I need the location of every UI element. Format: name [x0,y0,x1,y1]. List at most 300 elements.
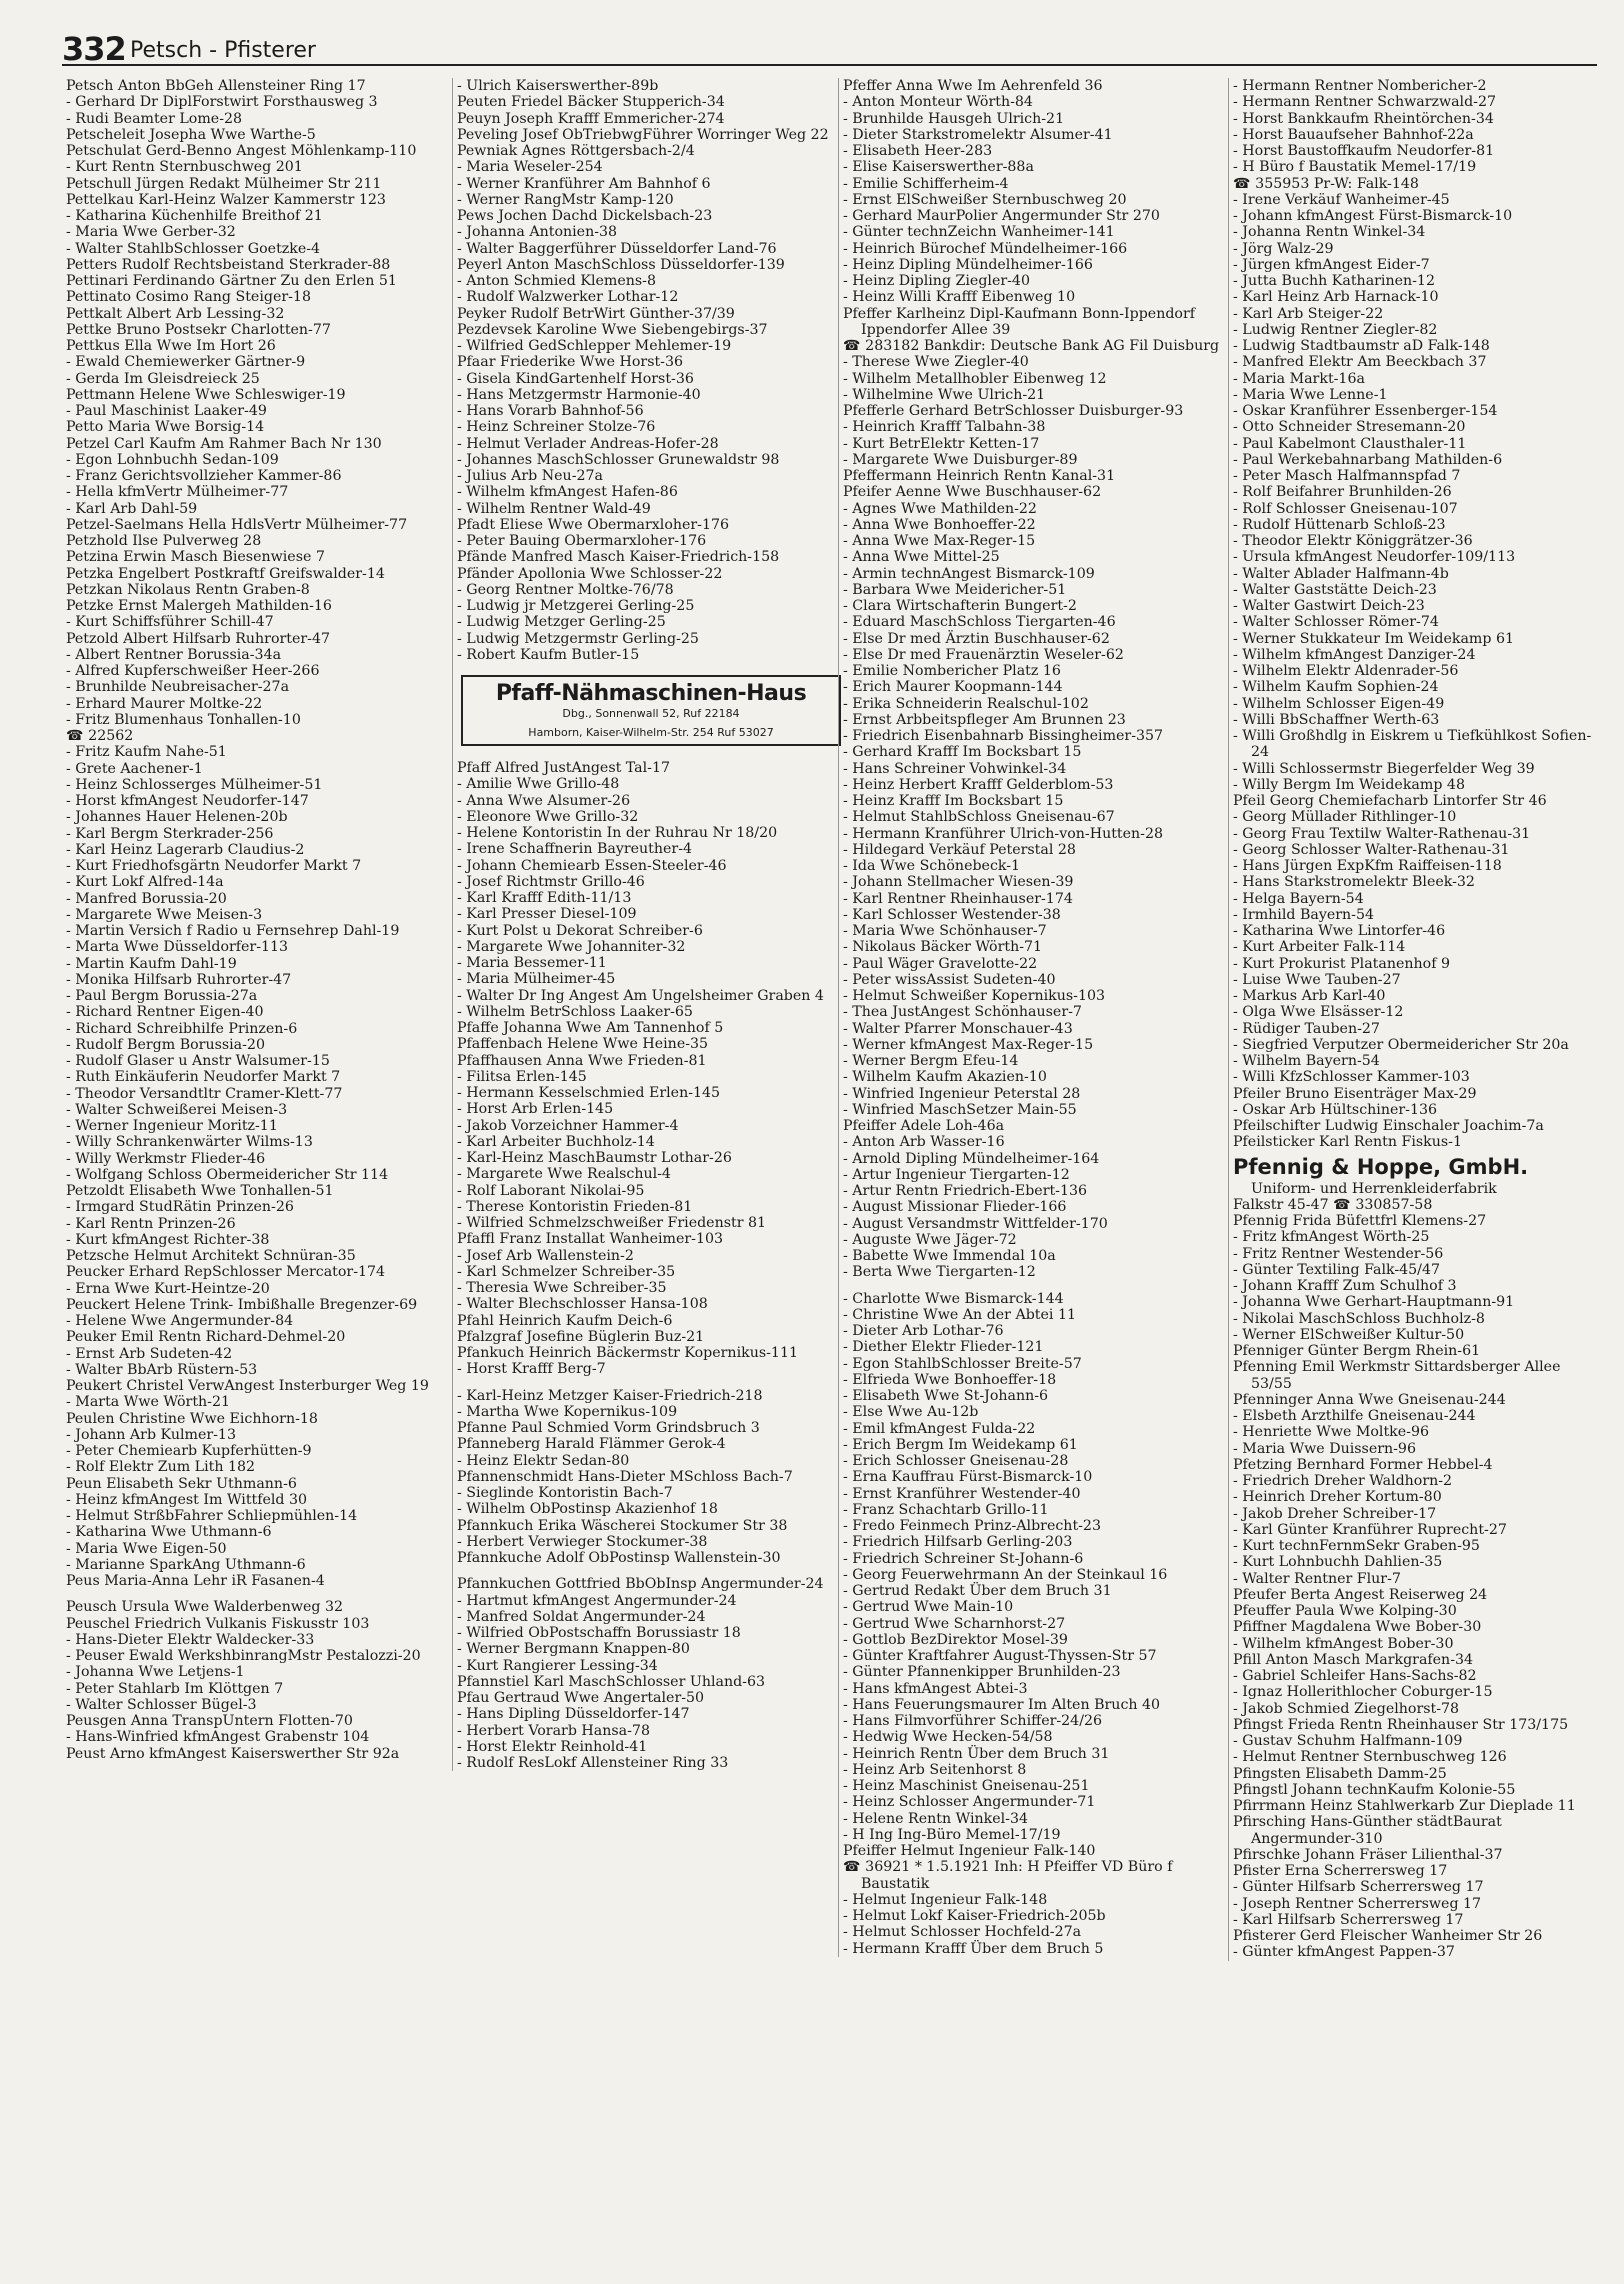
directory-entry: - Ida Wwe Schönebeck-1 [843,858,1021,874]
directory-entry: - Else Dr med Frauenärztin Weseler-62 [843,646,1124,663]
directory-entry: Petzel-Saelmans Hella HdlsVertr Mülheimer-77 [66,516,408,533]
directory-entry: - Jakob Schmied Ziegelhorst-78 [1233,1700,1460,1717]
directory-entry: Petto Maria Wwe Borsig-14 [66,419,265,436]
directory-entry: - Elisabeth Heer-283 [843,143,993,159]
directory-entry: Peuker Emil Rentn Richard-Dehmel-20 [66,1329,346,1346]
directory-entry: - Wilhelm Kaufm Akazien-10 [843,1069,1047,1086]
directory-entry: Pfannstiel Karl MaschSchlosser Uhland-63 [457,1673,766,1690]
directory-entry: - Karl Rentn Prinzen-26 [66,1215,236,1232]
directory-entry: - Helmut Rentner Sternbuschweg 126 [1233,1749,1507,1766]
directory-entry: - Rudi Beamter Lome-28 [66,110,243,127]
directory-entry: - Josef Arb Wallenstein-2 [457,1247,634,1264]
directory-entry: - Erhard Maurer Moltke-22 [66,695,263,712]
directory-entry: - Wilhelm Bayern-54 [1233,1053,1380,1069]
directory-entry: - Heinz Maschinist Gneisenau-251 [843,1778,1090,1794]
directory-entry: - Hermann Rentner Nombericher-2 [1233,78,1487,94]
directory-entry: - Walter Gaststätte Deich-23 [1233,581,1437,598]
directory-entry: - Johann Krafff Zum Schulhof 3 [1233,1278,1457,1294]
directory-entry: - Hermann Kesselschmied Erlen-145 [457,1085,721,1101]
directory-entry: - Helmut Verlader Andreas-Hofer-28 [457,435,719,452]
directory-entry: - Fritz Blumenhaus Tonhallen-10 [66,711,301,728]
directory-entry: - Henriette Wwe Moltke-96 [1233,1424,1430,1441]
directory-entry: - Hans Vorarb Bahnhof-56 [457,403,644,419]
directory-entry: - Wilfried ObPostschaffn Borussiastr 18 [457,1625,741,1641]
directory-entry: - Sieglinde Kontoristin Bach-7 [457,1485,673,1501]
directory-entry: Pfisterer Gerd Fleischer Wanheimer Str 26 [1233,1928,1543,1944]
directory-entry: - Walter Baggerführer Düsseldorfer Land-76 [457,240,777,257]
directory-entry: - Alfred Kupferschweißer Heer-266 [66,663,320,679]
directory-entry: Pfaar Friederike Wwe Horst-36 [457,354,684,371]
directory-entry: Pfau Gertraud Wwe Angertaler-50 [457,1690,705,1706]
directory-entry: - Armin technAngest Bismarck-109 [843,565,1095,582]
directory-entry: - Theresia Wwe Schreiber-35 [457,1280,667,1296]
directory-entry: - Werner Stukkateur Im Weidekamp 61 [1233,630,1515,647]
directory-entry: - Monika Hilfsarb Ruhrorter-47 [66,971,292,988]
directory-entry: - Herbert Verwieger Stockumer-38 [457,1533,708,1550]
directory-entry: - Filitsa Erlen-145 [457,1068,587,1085]
directory-entry: - Rolf Beifahrer Brunhilden-26 [1233,484,1452,501]
directory-column-2 [452,78,847,1771]
directory-entry: - Christine Wwe An der Abtei 11 [843,1306,1076,1323]
directory-entry: - Jörg Walz-29 [1233,240,1334,257]
directory-entry: Petzkan Nikolaus Rentn Graben-8 [66,581,310,598]
directory-entry: - Günter Kraftfahrer August-Thyssen-Str 57 [843,1648,1157,1664]
directory-entry: - Karl Rentner Rheinhauser-174 [843,890,1073,907]
directory-entry: - Heinz Schreiner Stolze-76 [457,419,656,436]
directory-entry: - Peter Stahlarb Im Klöttgen 7 [66,1680,284,1697]
directory-entry: - Karl Günter Kranführer Ruprecht-27 [1233,1521,1507,1538]
directory-entry: ☎ 355953 Pr-W: Falk-148 [1233,175,1419,192]
directory-entry: - Paul Maschinist Laaker-49 [66,403,267,419]
directory-entry: - Winfried Ingenieur Peterstal 28 [843,1085,1081,1102]
directory-entry: Pfeffer Anna Wwe Im Aehrenfeld 36 [843,78,1103,94]
directory-entry: - Margarete Wwe Johanniter-32 [457,938,686,955]
directory-entry: Peuyn Joseph Krafff Emmericher-274 [457,110,725,127]
directory-entry: - Hans Starkstromelektr Bleek-32 [1233,874,1475,891]
directory-entry: - Walter Gastwirt Deich-23 [1233,598,1425,614]
directory-entry: - Albert Rentner Borussia-34a [66,646,282,663]
directory-entry: - Hans kfmAngest Abtei-3 [843,1680,1028,1697]
directory-entry: - Friedrich Schreiner St-Johann-6 [843,1550,1084,1567]
directory-entry: - Ignaz Hollerithlocher Coburger-15 [1233,1684,1493,1701]
directory-entry: - Heinrich Krafff Talbahn-38 [843,419,1046,436]
directory-entry: - Erika Schneiderin Realschul-102 [843,695,1089,712]
directory-entry: - Katharina Wwe Uthmann-6 [66,1524,272,1541]
directory-entry: - Heinz Schlosserges Mülheimer-51 [66,776,323,793]
directory-entry: - Egon StahlbSchlosser Breite-57 [843,1355,1082,1372]
directory-entry: - Werner Kranführer Am Bahnhof 6 [457,175,711,192]
directory-entry: Peust Arno kfmAngest Kaiserswerther Str 92a [66,1745,400,1762]
directory-entry: - Wilhelm kfmAngest Danziger-24 [1233,646,1476,663]
directory-entry: - Peter Masch Halfmannspfad 7 [1233,468,1461,484]
directory-entry: - Maria Markt-16a [1233,370,1365,387]
directory-entry: - Erich Maurer Koopmann-144 [843,679,1063,696]
ad-address-1: Dbg., Sonnenwall 52, Ruf 22184 [562,707,740,720]
directory-entry: - Erna Kauffrau Fürst-Bismarck-10 [843,1469,1093,1486]
directory-entry: - Therese Kontoristin Frieden-81 [457,1198,693,1215]
directory-entry: - Kurt BetrElektr Ketten-17 [843,435,1040,452]
directory-entry: - Karl-Heinz MaschBaumstr Lothar-26 [457,1150,732,1166]
directory-entry: - Karl Arb Steiger-22 [1233,305,1384,322]
column-4-entries-top [1233,78,1605,1151]
directory-entry: - Maria Wwe Gerber-32 [66,224,236,241]
directory-entry: Petzka Engelbert Postkraftf Greifswalder-14 [66,565,385,582]
directory-entry: - Siegfried Verputzer Obermeidericher Str 20a [1233,1036,1569,1053]
directory-entry: Pfennig Frida Büfettfrl Klemens-27 [1233,1213,1487,1229]
directory-entry: - Wilhelm kfmAngest Bober-30 [1233,1635,1454,1652]
directory-entry: - Horst Bankkaufm Rheintörchen-34 [1233,110,1494,127]
directory-entry: - Ewald Chemiewerker Gärtner-9 [66,354,306,371]
directory-entry: - Hella kfmVertr Mülheimer-77 [66,484,289,501]
directory-entry: - Manfred Soldat Angermunder-24 [457,1608,706,1625]
spacer [457,1378,847,1388]
directory-entry: Peuschel Friedrich Vulkanis Fiskusstr 103 [66,1615,370,1632]
directory-entry: - Hans Feuerungsmaurer Im Alten Bruch 40 [843,1696,1161,1713]
directory-entry: - Ernst Kranführer Westender-40 [843,1485,1081,1502]
directory-entry: - Gerda Im Gleisdreieck 25 [66,370,260,387]
directory-entry: - Margarete Wwe Meisen-3 [66,906,263,923]
directory-entry: Petzel Carl Kaufm Am Rahmer Bach Nr 130 [66,435,382,452]
directory-entry: - Wilhelm kfmAngest Hafen-86 [457,484,678,501]
directory-entry: - Heinz Krafff Im Bocksbart 15 [843,793,1064,809]
directory-entry: Peyker Rudolf BetrWirt Günther-37/39 [457,305,735,322]
directory-entry: - Jürgen kfmAngest Eider-7 [1233,256,1430,273]
page-number: 332 [62,30,126,68]
directory-entry: - Kurt Friedhofsgärtn Neudorfer Markt 7 [66,858,362,874]
directory-entry: Petzke Ernst Malergeh Mathilden-16 [66,598,332,614]
directory-entry: - Walter Pfarrer Monschauer-43 [843,1020,1073,1037]
directory-entry: - Werner Bergmann Knappen-80 [457,1641,690,1658]
directory-entry: - Günter Hilfsarb Scherrersweg 17 [1233,1879,1484,1896]
directory-entry: - Joseph Rentner Scherrersweg 17 [1233,1895,1482,1912]
directory-entry: - Hans-Winfried kfmAngest Grabenstr 104 [66,1729,370,1746]
directory-entry: - Walter Schweißerei Meisen-3 [66,1101,288,1118]
directory-entry: - Rudolf Hüttenarb Schloß-23 [1233,516,1446,533]
directory-column-1 [66,78,444,1762]
directory-entry: - Gertrud Wwe Main-10 [843,1599,1014,1616]
directory-entry: - Helmut StrßbFahrer Schliepmühlen-14 [66,1508,358,1524]
directory-entry: - Gabriel Schleifer Hans-Sachs-82 [1233,1668,1477,1684]
directory-entry: - Heinz Elektr Sedan-80 [457,1452,630,1469]
directory-entry: - Karl Presser Diesel-109 [457,906,637,923]
directory-entry: - Anna Wwe Bonhoeffer-22 [843,516,1036,533]
directory-entry: - Wilfried GedSchlepper Mehlemer-19 [457,338,732,354]
directory-entry: - Günter Textiling Falk-45/47 [1233,1261,1441,1278]
directory-entry: - Anton Arb Wasser-16 [843,1134,1005,1151]
directory-entry: Peun Elisabeth Sekr Uthmann-6 [66,1475,297,1492]
directory-entry: - Thea JustAngest Schönhauser-7 [843,1004,1082,1021]
directory-entry: - Kurt Rentn Sternbuschweg 201 [66,159,303,176]
directory-entry: - Eduard MaschSchloss Tiergarten-46 [843,614,1116,631]
directory-entry: - Johanna Rentn Winkel-34 [1233,224,1426,241]
directory-entry: - August Versandmstr Wittfelder-170 [843,1215,1108,1232]
directory-entry: - Robert Kaufm Butler-15 [457,646,640,663]
directory-entry: - Friedrich Dreher Waldhorn-2 [1233,1473,1453,1489]
directory-entry: - Willy Werkmstr Flieder-46 [66,1150,266,1167]
directory-entry: - Oskar Kranführer Essenberger-154 [1233,403,1498,419]
directory-entry: - Peter Bauing Obermarxloher-176 [457,533,707,549]
directory-entry: - Irene Verkäuf Wanheimer-45 [1233,191,1450,208]
directory-entry: - Walter Rentner Flur-7 [1233,1570,1401,1587]
directory-entry: - Emilie Schifferheim-4 [843,175,1009,192]
ad-address-2: Hamborn, Kaiser-Wilhelm-Str. 254 Ruf 53027 [528,726,774,739]
directory-entry: Pfände Manfred Masch Kaiser-Friedrich-158 [457,549,780,566]
directory-entry: - Eleonore Wwe Grillo-32 [457,808,639,825]
directory-entry: - Franz Schachtarb Grillo-11 [843,1501,1049,1518]
directory-entry: - Kurt Lokf Alfred-14a [66,874,224,891]
page-header [62,30,1597,66]
directory-entry: - Karl Heinz Arb Harnack-10 [1233,289,1439,306]
directory-entry: Peusch Ursula Wwe Walderbenweg 32 [66,1599,344,1616]
directory-entry: - Hartmut kfmAngest Angermunder-24 [457,1592,737,1609]
directory-entry: - Heinz Dipling Ziegler-40 [843,273,1030,289]
directory-entry: - Gustav Schuhm Halfmann-109 [1233,1733,1463,1749]
directory-entry: - Otto Schneider Stresemann-20 [1233,419,1466,436]
directory-entry: - Walter Dr Ing Angest Am Ungelsheimer Graben 4 [457,987,824,1004]
directory-entry: Petschull Jürgen Redakt Mülheimer Str 211 [66,175,382,192]
directory-entry: - Kurt Polst u Dekorat Schreiber-6 [457,922,703,939]
directory-entry: - Katharina Wwe Lintorfer-46 [1233,923,1446,939]
directory-entry: Pfeil Georg Chemiefacharb Lintorfer Str 46 [1233,793,1547,809]
directory-entry: - Gertrud Wwe Scharnhorst-27 [843,1615,1066,1632]
directory-entry: Pfingsten Elisabeth Damm-25 [1233,1765,1447,1782]
directory-entry: - Heinz Arb Seitenhorst 8 [843,1761,1027,1778]
directory-entry: - Johannes Hauer Helenen-20b [66,809,288,826]
directory-entry: - Wilhelm BetrSchloss Laaker-65 [457,1003,693,1020]
directory-entry: - Kurt Lohnbuchh Dahlien-35 [1233,1554,1443,1571]
directory-entry: Pfanneberg Harald Flämmer Gerok-4 [457,1436,726,1453]
directory-entry: Pfeuffer Paula Wwe Kolping-30 [1233,1603,1457,1619]
directory-entry: - Artur Ingenieur Tiergarten-12 [843,1166,1070,1183]
directory-entry: - Georg Frau Textilw Walter-Rathenau-31 [1233,825,1531,842]
directory-entry: - Ludwig Metzger Gerling-25 [457,614,666,631]
directory-entry: Pfaff Alfred JustAngest Tal-17 [457,760,671,776]
directory-entry: - Fredo Feinmech Prinz-Albrecht-23 [843,1518,1101,1534]
directory-entry: - Elsbeth Arzthilfe Gneisenau-244 [1233,1408,1476,1424]
directory-entry: Pfenninger Anna Wwe Gneisenau-244 [1233,1391,1506,1408]
directory-entry: Pfingst Frieda Rentn Rheinhauser Str 173/175 [1233,1716,1569,1733]
directory-entry: Pfalzgraf Josefine Büglerin Buz-21 [457,1328,705,1345]
directory-entry: Petters Rudolf Rechtsbeistand Sterkrader-88 [66,256,391,273]
spacer [843,1281,1229,1291]
directory-entry: - Maria Wwe Duissern-96 [1233,1440,1416,1457]
directory-entry: - Ludwig Metzgermstr Gerling-25 [457,630,699,647]
directory-entry: - Jakob Dreher Schreiber-17 [1233,1505,1437,1522]
directory-entry: - Johann Chemiearb Essen-Steeler-46 [457,857,727,874]
directory-entry: - Charlotte Wwe Bismarck-144 [843,1290,1064,1307]
directory-entry: - Wilhelm Kaufm Sophien-24 [1233,679,1439,696]
directory-entry: - Gerhard MaurPolier Angermunder Str 270 [843,208,1160,224]
directory-entry: - Georg Rentner Moltke-76/78 [457,581,674,598]
directory-entry: - Helmut Lokf Kaiser-Friedrich-205b [843,1908,1106,1924]
directory-entry: - Fritz kfmAngest Wörth-25 [1233,1229,1430,1246]
directory-entry: - Maria Mülheimer-45 [457,971,616,988]
directory-entry: - Hans Schreiner Vohwinkel-34 [843,760,1067,777]
directory-entry: - Walter BbArb Rüstern-53 [66,1361,258,1378]
directory-entry: Pfadt Eliese Wwe Obermarxloher-176 [457,516,730,533]
directory-entry: - H Büro f Baustatik Memel-17/19 [1233,159,1477,176]
spacer [457,1566,847,1576]
directory-entry: - Karl Schlosser Westender-38 [843,906,1061,923]
directory-entry: - Anton Monteur Wörth-84 [843,94,1033,111]
directory-entry: - Hedwig Wwe Hecken-54/58 [843,1729,1053,1746]
directory-entry: - Hans Filmvorführer Schiffer-24/26 [843,1713,1103,1729]
pfaff-advertisement [461,675,841,746]
directory-entry: - Wilhelm Elektr Aldenrader-56 [1233,663,1459,679]
directory-entry: - Amilie Wwe Grillo-48 [457,776,620,793]
directory-entry: Pfister Erna Scherrersweg 17 [1233,1863,1448,1879]
directory-entry: - Arnold Dipling Mündelheimer-164 [843,1150,1100,1167]
directory-entry: Pfaffl Franz Installat Wanheimer-103 [457,1231,724,1248]
directory-entry: - Willi Großhdlg in Eiskrem u Tiefkühlkost Sofien-24 [1233,728,1592,761]
directory-entry: - Paul Wäger Gravelotte-22 [843,955,1038,972]
directory-entry: - Elfrieda Wwe Bonhoeffer-18 [843,1371,1057,1388]
directory-entry: Pfannkuche Adolf ObPostinsp Wallenstein-30 [457,1550,781,1566]
directory-entry: - Franz Gerichtsvollzieher Kammer-86 [66,468,342,484]
directory-entry: - Johann kfmAngest Fürst-Bismarck-10 [1233,208,1513,224]
directory-entry: - Maria Bessemer-11 [457,955,607,971]
directory-entry: - Irmhild Bayern-54 [1233,906,1375,923]
directory-entry: Peucker Erhard RepSchlosser Mercator-174 [66,1264,386,1281]
directory-entry: - Gerhard Krafff Im Bocksbart 15 [843,744,1082,761]
directory-entry: - Johann Arb Kulmer-13 [66,1426,236,1443]
directory-entry: - Friedrich Hilfsarb Gerling-203 [843,1534,1073,1551]
directory-entry: - Ruth Einkäuferin Neudorfer Markt 7 [66,1069,341,1086]
directory-entry: - Olga Wwe Elsässer-12 [1233,1004,1404,1021]
directory-entry: - Peter wissAssist Sudeten-40 [843,971,1056,988]
directory-entry: - Horst Bauaufseher Bahnhof-22a [1233,126,1474,143]
directory-entry: - Walter Schlosser Bügel-3 [66,1696,257,1713]
directory-entry: - Rolf Elektr Zum Lith 182 [66,1459,256,1476]
directory-entry: - Wilhelm ObPostinsp Akazienhof 18 [457,1501,718,1518]
directory-entry: - Werner RangMstr Kamp-120 [457,191,674,208]
directory-entry: - Helene Kontoristin In der Ruhrau Nr 18/20 [457,825,778,841]
directory-entry: Pfaffenbach Helene Wwe Heine-35 [457,1036,709,1053]
directory-entry: - Wilfried Schmelzschweißer Friedenstr 81 [457,1215,767,1231]
directory-entry: Pfirsching Hans-Günther städtBaurat Angermunder-310 [1233,1814,1502,1847]
directory-entry: - Kurt Rangierer Lessing-34 [457,1657,658,1674]
directory-entry: - Rudolf ResLokf Allensteiner Ring 33 [457,1755,729,1771]
directory-entry: Pfeffer Karlheinz Dipl-Kaufmann Bonn-Ippendorf Ippendorfer Allee 39 [843,305,1195,338]
directory-entry: - Walter StahlbSchlosser Goetzke-4 [66,240,321,257]
firm-heading: Pfennig & Hoppe, GmbH. [1233,1154,1529,1179]
directory-entry: - Gerhard Dr DiplForstwirt Forsthausweg 3 [66,94,378,111]
directory-entry: - Karl Arb Dahl-59 [66,500,198,517]
directory-entry: - Heinz Herbert Krafff Gelderblom-53 [843,776,1114,793]
directory-entry: Peuten Friedel Bäcker Stupperich-34 [457,94,725,111]
directory-entry: - Hans Dipling Düsseldorfer-147 [457,1706,690,1723]
directory-entry: - Elisabeth Wwe St-Johann-6 [843,1388,1049,1404]
directory-entry: Pfiffner Magdalena Wwe Bober-30 [1233,1619,1482,1636]
directory-entry: Petzoldt Elisabeth Wwe Tonhallen-51 [66,1183,334,1199]
directory-entry: - Rudolf Glaser u Anstr Walsumer-15 [66,1053,330,1069]
directory-entry: Pettinato Cosimo Rang Steiger-18 [66,289,311,306]
directory-entry: - Emil kfmAngest Fulda-22 [843,1420,1036,1437]
directory-entry: - Günter kfmAngest Pappen-37 [1233,1944,1455,1961]
directory-entry: - Ludwig Stadtbaumstr aD Falk-148 [1233,338,1490,354]
directory-entry: - Anna Wwe Alsumer-26 [457,792,631,809]
directory-entry: Pfeufer Berta Angest Reiserweg 24 [1233,1586,1488,1603]
directory-entry: Pfaffhausen Anna Wwe Frieden-81 [457,1052,707,1069]
directory-entry: - Werner Ingenieur Moritz-11 [66,1118,278,1134]
directory-entry: - Maria Wwe Lenne-1 [1233,386,1388,403]
directory-entry: - Walter Blechschlosser Hansa-108 [457,1296,708,1313]
directory-entry: - Peter Chemiearb Kupferhütten-9 [66,1443,312,1459]
directory-entry: Pfannenschmidt Hans-Dieter MSchloss Bach-7 [457,1468,793,1485]
column-2-entries-bottom [457,760,847,1771]
page-range-heading: Petsch - Pfisterer [130,38,316,63]
directory-entry: Pfannkuchen Gottfried BbObInsp Angermunder-24 [457,1576,824,1593]
directory-entry: - Oskar Arb Hültschiner-136 [1233,1101,1438,1118]
directory-entry: - Else Dr med Ärztin Buschhauser-62 [843,630,1110,647]
directory-entry: - H Ing Ing-Büro Memel-17/19 [843,1826,1061,1843]
directory-entry: - Rüdiger Tauben-27 [1233,1020,1380,1037]
directory-entry: - Ulrich Kaiserswerther-89b [457,78,659,94]
directory-entry: - Kurt kfmAngest Richter-38 [66,1231,270,1248]
directory-entry: - Helga Bayern-54 [1233,890,1364,907]
directory-entry: - Nikolai MaschSchloss Buchholz-8 [1233,1310,1485,1327]
directory-entry: - Margarete Wwe Realschul-4 [457,1166,671,1183]
directory-entry: Pfenning Emil Werkmstr Sittardsberger Allee 53/55 [1233,1359,1561,1392]
directory-entry: - Richard Schreibhilfe Prinzen-6 [66,1020,298,1037]
directory-entry: - Martin Kaufm Dahl-19 [66,955,237,972]
directory-entry: - Johanna Antonien-38 [457,224,618,241]
directory-entry: - Horst Arb Erlen-145 [457,1101,614,1118]
directory-entry: - Horst Baustoffkaufm Neudorfer-81 [1233,143,1495,159]
directory-entry: - Grete Aachener-1 [66,760,203,777]
directory-entry: Peukert Christel VerwAngest Insterburger Weg 19 [66,1378,429,1394]
directory-entry: - Johann Stellmacher Wiesen-39 [843,874,1074,891]
directory-entry: - Hans-Dieter Elektr Waldecker-33 [66,1631,315,1648]
directory-entry: - Heinz Schlosser Angermunder-71 [843,1794,1096,1811]
directory-entry: - Fritz Kaufm Nahe-51 [66,744,227,761]
directory-entry: Pfahl Heinrich Kaufm Deich-6 [457,1312,673,1329]
directory-entry: - Willy Schrankenwärter Wilms-13 [66,1134,313,1151]
directory-entry: Pfankuch Heinrich Bäckermstr Kopernikus-111 [457,1345,798,1361]
directory-entry: - Dieter Starkstromelektr Alsumer-41 [843,126,1113,143]
directory-entry: - Ernst ElSchweißer Sternbuschweg 20 [843,191,1127,208]
directory-entry: - Kurt Prokurist Platanenhof 9 [1233,955,1450,972]
column-2-entries-top [457,78,847,663]
directory-entry: - Georg Feuerwehrmann An der Steinkaul 16 [843,1566,1168,1583]
directory-entry: - Kurt Arbeiter Falk-114 [1233,939,1406,956]
directory-entry: - Marta Wwe Düsseldorfer-113 [66,939,289,956]
directory-entry: - Maria Wwe Schönhauser-7 [843,923,1047,939]
directory-entry: - Marta Wwe Wörth-21 [66,1394,231,1411]
directory-entry: - Markus Arb Karl-40 [1233,988,1386,1004]
directory-entry: - Helmut Schweißer Kopernikus-103 [843,988,1106,1004]
directory-entry: Pettkalt Albert Arb Lessing-32 [66,305,285,322]
directory-entry: - Ernst Arbbeitspfleger Am Brunnen 23 [843,711,1126,728]
directory-entry: Pews Jochen Dachd Dickelsbach-23 [457,208,713,224]
directory-entry: Pfirrmann Heinz Stahlwerkarb Zur Dieplade 11 [1233,1798,1576,1814]
directory-entry: - Hermann Rentner Schwarzwald-27 [1233,94,1497,111]
directory-entry: - Margarete Wwe Duisburger-89 [843,451,1078,468]
directory-entry: - Maria Wwe Eigen-50 [66,1540,227,1557]
directory-entry: - Jutta Buchh Katharinen-12 [1233,273,1435,289]
directory-entry: Pettkus Ella Wwe Im Hort 26 [66,338,276,354]
directory-entry: - Wilhelm Schlosser Eigen-49 [1233,695,1445,712]
directory-entry: - Rudolf Walzwerker Lothar-12 [457,289,679,306]
directory-entry: Petscheleit Josepha Wwe Warthe-5 [66,126,316,143]
ad-title: Pfaff-Nähmaschinen-Haus [495,681,807,706]
directory-entry: - Günter Pfannenkipper Brunhilden-23 [843,1664,1121,1681]
directory-entry: - Heinz kfmAngest Im Wittfeld 30 [66,1491,308,1508]
directory-entry: - Ludwig Rentner Ziegler-82 [1233,321,1438,338]
directory-entry: - Willi Schlossermstr Biegerfelder Weg 39 [1233,760,1535,777]
directory-entry: Pfeifer Aenne Wwe Buschhauser-62 [843,484,1102,501]
directory-entry: Petsch Anton BbGeh Allensteiner Ring 17 [66,78,366,94]
